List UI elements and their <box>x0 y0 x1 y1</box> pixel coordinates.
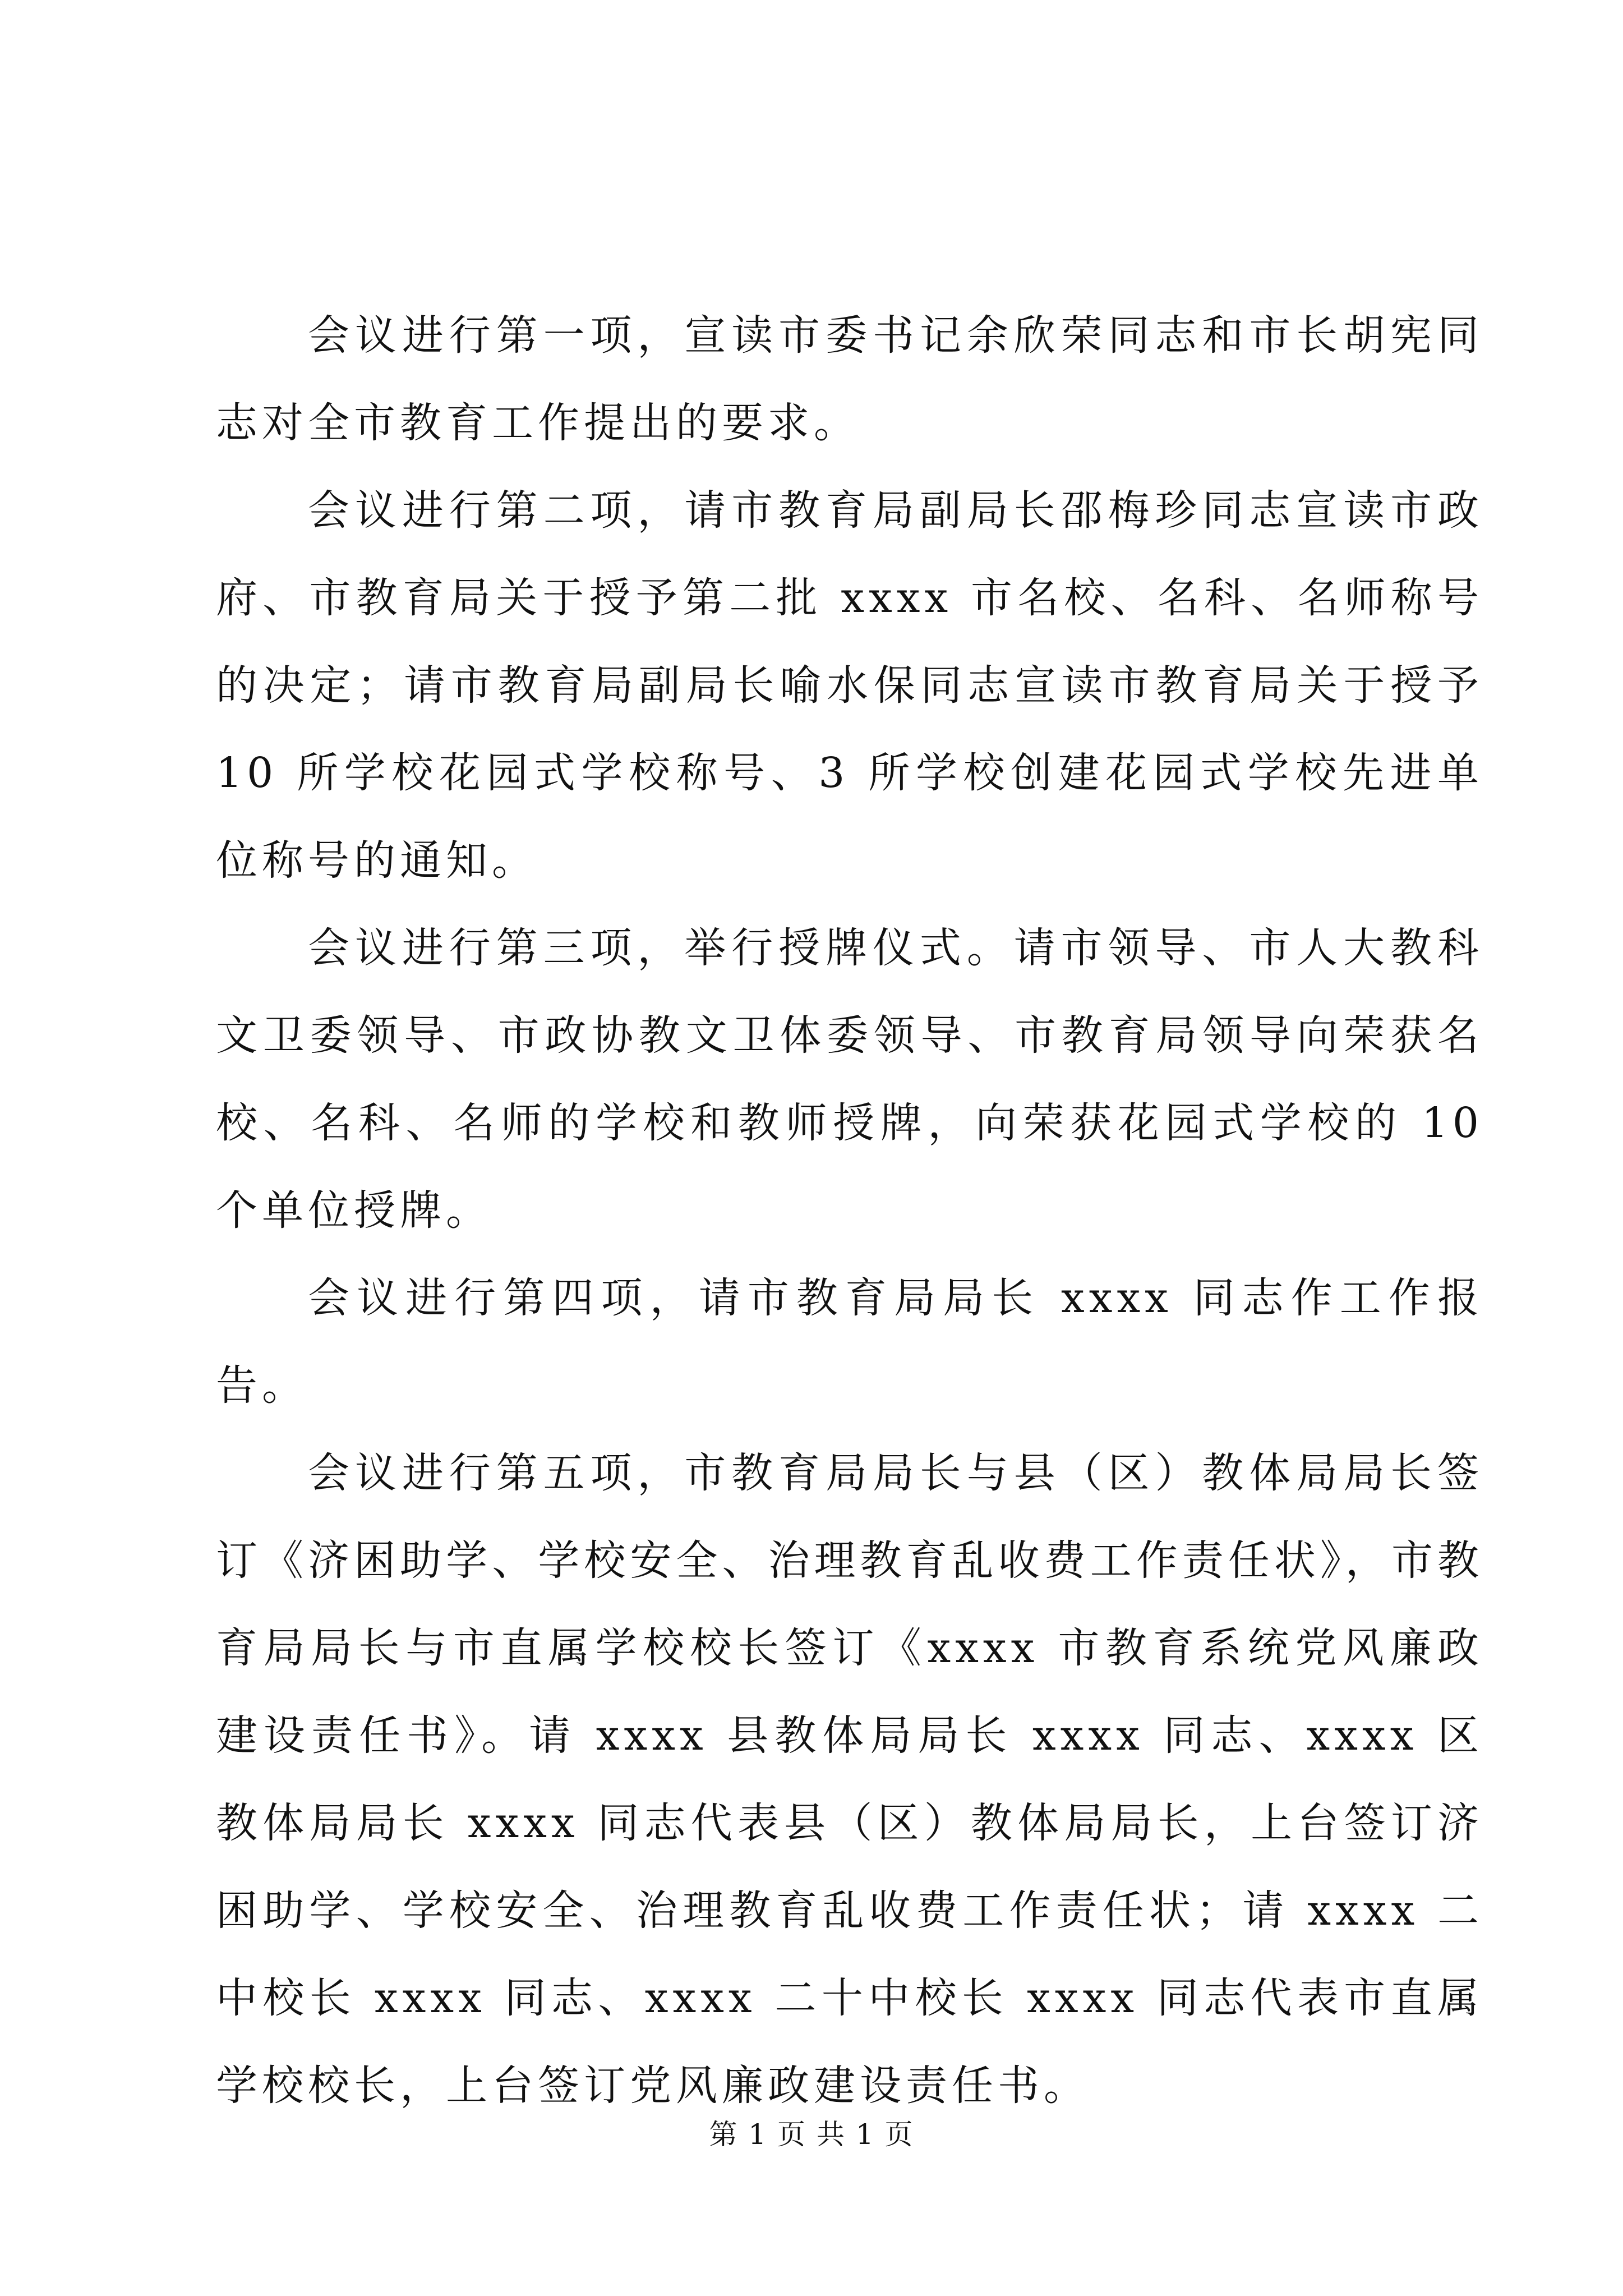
paragraph-item-1: 会议进行第一项，宣读市委书记余欣荣同志和市长胡宪同志对全市教育工作提出的要求。 <box>216 311 1483 447</box>
page-footer: 第 1 页 共 1 页 <box>709 2118 914 2151</box>
paragraph-item-5: 会议进行第五项，市教育局局长与县（区）教体局局长签订《济困助学、学校安全、治理教育乱收费工作责任状》，市教育局局长与市直属学校校长签订《xxxx 市教育系统党风廉政建设责任书》。请 xxxx 县教体局局长 xxxx 同志、xxxx 区教体局局长 xxxx 同志代表县（区）教体局局长，上台签订济困助学、学校安全、治理教育乱收费工作责任状；请 xxxx 二中校长 xxxx 同志、xxxx 二十中校长 xxxx 同志代表市直属学校校长，上台签订党风廉政建设责任书。 <box>216 1449 1483 2110</box>
paragraph-item-3: 会议进行第三项，举行授牌仪式。请市领导、市人大教科文卫委领导、市政协教文卫体委领导、市教育局领导向荣获名校、名科、名师的学校和教师授牌，向荣获花园式学校的 10 个单位授牌。 <box>216 924 1483 1235</box>
document-body <box>216 292 1483 2129</box>
paragraph-item-4: 会议进行第四项，请市教育局局长 xxxx 同志作工作报告。 <box>216 1274 1483 1410</box>
paragraph-item-2: 会议进行第二项，请市教育局副局长邵梅珍同志宣读市政府、市教育局关于授予第二批 xxxx 市名校、名科、名师称号的决定；请市教育局副局长喻水保同志宣读市教育局关于授予 10 所学校花园式学校称号、3 所学校创建花园式学校先进单位称号的通知。 <box>216 486 1483 885</box>
